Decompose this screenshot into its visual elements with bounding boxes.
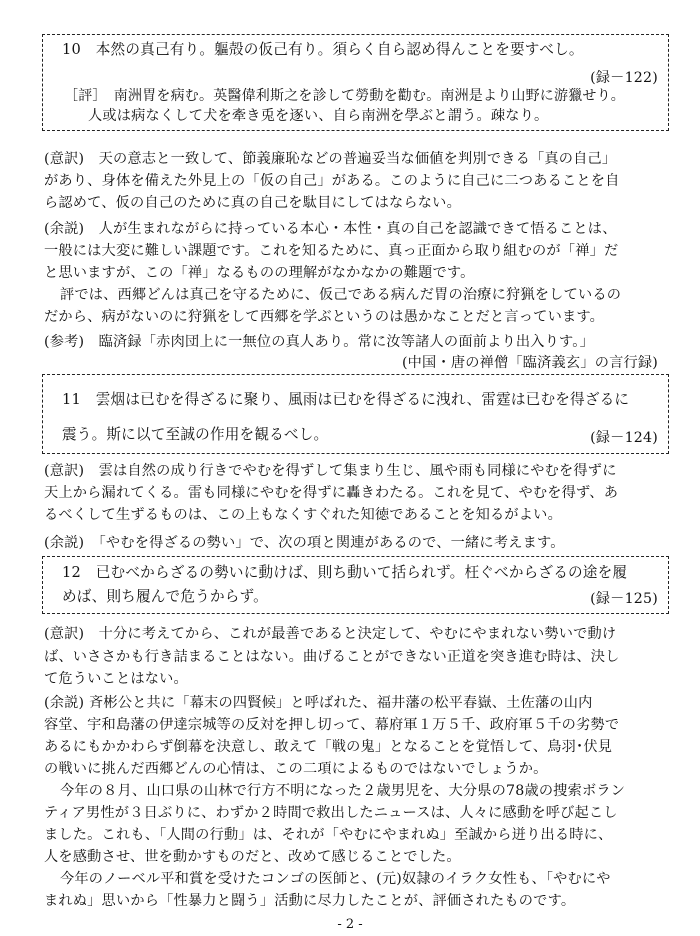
yosetsu-10-line1: (余説) 人が生まれながらに持っている本心・本性・真の自己を認識できて悟ることは、: [44, 221, 617, 237]
iyaku-12-line1: (意訳) 十分に考えてから、これが最善であると決定して、やむにやまれない勢いで動け: [44, 626, 617, 642]
yosetsu-12-line7: ました。これも、「人間の行動」は、それが「やむにやまれぬ」至誠から迸り出る時に、: [44, 827, 613, 843]
verse-10-hyo-line1: ［評］ 南洲胃を病む。英醫偉利斯之を診して勞動を勸む。南洲是より山野に游獵せり。: [64, 88, 625, 104]
iyaku-11-line2: 天上から漏れてくる。雷も同様にやむを得ずに轟きわたる。これを見て、やむを得ず、あ: [44, 485, 619, 501]
iyaku-11-line1: (意訳) 雲は自然の成り行きでやむを得ずして集まり生じ、風や雨も同様にやむを得ずに: [44, 463, 617, 479]
sanko-10-line1: (参考) 臨済録「赤肉団上に一無位の真人あり。常に汝等諸人の面前より出入りす。」: [44, 334, 594, 350]
yosetsu-10-line4: 評では、西郷どんは真己を守るために、仮己である病んだ胃の治療に狩猟をしているの: [60, 287, 622, 303]
iyaku-12-line2: ば、いささかも行き詰まることはない。曲げることができない正道を突き進む時は、決し: [44, 649, 620, 665]
yosetsu-12-line4: の戦いに挑んだ西郷どんの心情は、この二項によるものではないでしょうか。: [44, 761, 548, 777]
verse-11-line2: 震う。斯に以て至誠の作用を観るべし。: [62, 426, 329, 443]
iyaku-10-line2: があり、身体を備えた外見上の「仮の自己」がある。このように自己に二つあることを自: [44, 173, 620, 189]
verse-10-text: 10 本然の真己有り。軀殻の仮己有り。須らく自ら認め得んことを要すべし。: [62, 41, 584, 58]
iyaku-10-line3: ら認めて、仮の自己のために真の自己を駄目にしてはならない。: [44, 195, 461, 211]
verse-10-hyo-line2: 人或は病なくして犬を牽き兎を逐い、自ら南洲を學ぶと謂う。疎なり。: [88, 108, 549, 124]
yosetsu-11-line1: (余説) 「やむを得ざるの勢い」で、次の項と関連があるので、一緒に考えます。: [44, 535, 565, 551]
verse-10-ref: (録－122): [590, 70, 658, 86]
yosetsu-10-line2: 一般には大変に難しい課題です。これを知るために、真っ正面から取り組むのが「禅」だ: [44, 243, 619, 259]
yosetsu-12-line9: 今年のノーベル平和賞を受けたコンゴの医師と、(元)奴隷のイラク女性も、「やむにや: [60, 871, 611, 887]
iyaku-12-line3: て危ういことはない。: [44, 671, 188, 687]
verse-11-line1: 11 雲烟は已むを得ざるに聚り、風雨は已むを得ざるに洩れ、雷霆は已むを得ざるに: [62, 391, 630, 408]
yosetsu-12-line5: 今年の８月、山口県の山林で行方不明になった２歳男児を、大分県の78歳の捜索ボラン: [60, 783, 626, 799]
yosetsu-12-line6: ティア男性が３日ぶりに、わずか２時間で救出したニュースは、人々に感動を呼び起こし: [44, 805, 618, 821]
sanko-10-source: (中国・唐の禅僧「臨済義玄」の言行録): [401, 355, 658, 371]
page-number: - 2 -: [337, 917, 363, 932]
verse-12-line1: 12 已むべからざるの勢いに動けば、則ち動いて括られず。枉ぐべからざるの途を履: [62, 564, 628, 581]
yosetsu-12-line3: あるにもかかわらず倒幕を決意し、敢えて「戦の鬼」となることを覚悟して、鳥羽･伏見: [44, 739, 613, 755]
iyaku-10-line1: (意訳) 天の意志と一致して、節義廉恥などの普遍妥当な価値を判別できる「真の自己」: [44, 151, 617, 167]
yosetsu-12-line2: 容堂、宇和島藩の伊達宗城等の反対を押し切って、幕府軍１万５千、政府軍５千の劣勢で: [44, 717, 620, 733]
iyaku-11-line3: るべくして生ずるものは、この上もなくすぐれた知徳であることを知るがよい。: [44, 507, 562, 523]
verse-12-ref: (録－125): [590, 591, 658, 607]
yosetsu-12-line8: 人を感動させ、世を動かすものだと、改めて感じることでした。: [44, 849, 461, 865]
yosetsu-12-line10: まれぬ」思いから「性暴力と闘う」活動に尽力したことが、評価されたものです。: [44, 893, 576, 909]
verse-11-ref: (録－124): [590, 430, 658, 446]
yosetsu-12-line1: (余説) 斉彬公と共に「幕末の四賢候」と呼ばれた、福井藩の松平春嶽、土佐藩の山内: [44, 695, 593, 711]
yosetsu-10-line3: と思いますが、この「禅」なるものの理解がなかなかの難題です。: [44, 265, 475, 281]
yosetsu-10-line5: だから、病がないのに狩猟をして西郷を学ぶというのは愚かなことだと言っています。: [44, 309, 604, 325]
verse-12-line2: めば、則ち履んで危うからず。: [62, 588, 268, 605]
